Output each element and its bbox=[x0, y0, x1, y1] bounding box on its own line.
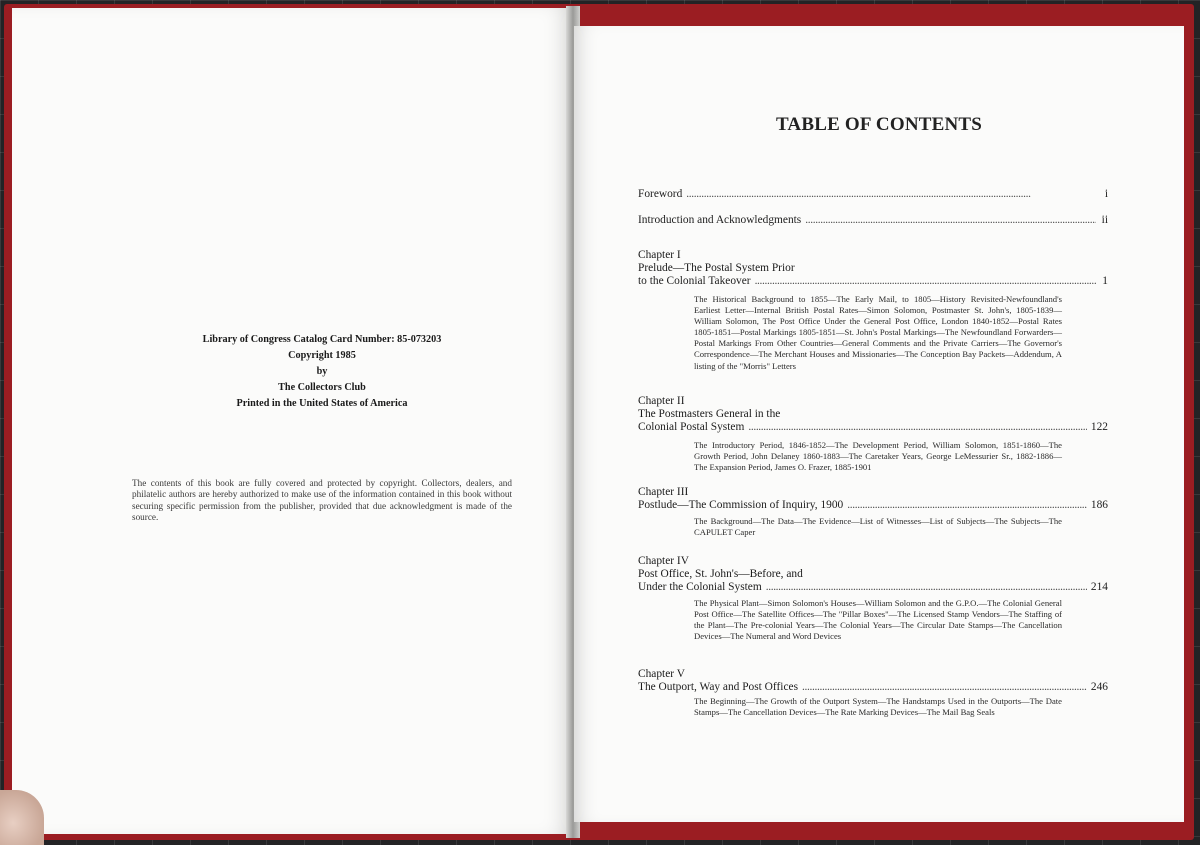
chapter-2-description: The Introductory Period, 1846-1852—The Development Period, William Solomon, 1851-1860—The Growth Period, John Delaney 1860-1883—The Caretaker Years, George LeMessurier Sr., 1882-1886—The Expansion Period, James O. Frazer, 1885-1901 bbox=[694, 440, 1062, 473]
chapter-1-number: Chapter I bbox=[638, 249, 681, 261]
dot-leader bbox=[847, 499, 1087, 512]
chapter-4-title-line: Post Office, St. John's—Before, and bbox=[638, 568, 803, 580]
dot-leader bbox=[766, 581, 1087, 594]
toc-entry-chapter-3 bbox=[638, 499, 1108, 512]
toc-entry-label: Foreword bbox=[638, 188, 683, 200]
toc-entry-chapter-4 bbox=[638, 581, 1108, 594]
copyright-notice: The contents of this book are fully covered and protected by copyright. Collectors, dealers, and philatelic authors are hereby authorized to make use of the information contained in this book without securing specific permission from the publisher, provided that due acknowledgment is made of the source. bbox=[132, 478, 512, 522]
chapter-1-description: The Historical Background to 1855—The Early Mail, to 1805—History Revisited-Newfoundland's Earliest Letter—Internal British Postal Rates—Simon Solomon, Postmaster St. John's, 1805-1839—William Solomon, The Post Office Under the General Post Office, London 1840-1852—Postal Rates 1805-1851—Postal Markings 1805-1851—St. John's Postal Markings—The Newfoundland Forwarders—Postal Markings From Other Countries—General Comments and the Private Carriers—The Governor's Correspondence—The Merchant Houses and Missionaries—The Conception Bay Packets—Addendum, A listing of the "Morris" Letters bbox=[694, 294, 1062, 371]
chapter-2-page: 122 bbox=[1090, 421, 1108, 433]
dot-leader bbox=[755, 275, 1096, 288]
catalog-card-number: Library of Congress Catalog Card Number: 85-073203 bbox=[202, 334, 442, 345]
toc-entry-chapter-5 bbox=[638, 681, 1108, 694]
chapter-4-title-line: Under the Colonial System bbox=[638, 581, 762, 593]
chapter-1-title-line: Prelude—The Postal System Prior bbox=[638, 262, 795, 274]
copyright-block bbox=[132, 332, 512, 412]
toc-entry-label: Introduction and Acknowledgments bbox=[638, 214, 802, 226]
copyright-year: Copyright 1985 bbox=[288, 350, 356, 361]
chapter-5-description: The Beginning—The Growth of the Outport System—The Handstamps Used in the Outports—The Date Stamps—The Cancellation Devices—The Rate Marking Devices—The Mail Bag Seals bbox=[694, 696, 1062, 718]
toc-entry-page: ii bbox=[1101, 214, 1108, 226]
toc-entry-introduction bbox=[638, 214, 1108, 227]
chapter-5-title-line: The Outport, Way and Post Offices bbox=[638, 681, 799, 693]
toc-entry-page: i bbox=[1104, 188, 1108, 200]
chapter-3-number: Chapter III bbox=[638, 486, 689, 498]
chapter-4-number: Chapter IV bbox=[638, 555, 689, 567]
toc-entry-chapter-2 bbox=[638, 421, 1108, 434]
chapter-3-title-line: Postlude—The Commission of Inquiry, 1900 bbox=[638, 499, 844, 511]
printed-in: Printed in the United States of America bbox=[236, 398, 408, 409]
chapter-1-title-line: to the Colonial Takeover bbox=[638, 275, 751, 287]
chapter-2-number: Chapter II bbox=[638, 395, 685, 407]
chapter-4-page: 214 bbox=[1090, 581, 1108, 593]
chapter-5-page: 246 bbox=[1090, 681, 1108, 693]
toc-entry-foreword bbox=[638, 188, 1108, 201]
chapter-2-title-line: Colonial Postal System bbox=[638, 421, 745, 433]
toc-title: TABLE OF CONTENTS bbox=[775, 114, 983, 135]
left-page bbox=[12, 8, 572, 834]
chapter-3-description: The Background—The Data—The Evidence—List of Witnesses—List of Subjects—The Subjects—The CAPULET Caper bbox=[694, 516, 1062, 538]
dot-leader bbox=[748, 421, 1087, 434]
chapter-3-page: 186 bbox=[1090, 499, 1108, 511]
chapter-2-title-line: The Postmasters General in the bbox=[638, 408, 781, 420]
toc-entry-chapter-1 bbox=[638, 275, 1108, 288]
chapter-4-description: The Physical Plant—Simon Solomon's Houses—William Solomon and the G.P.O.—The Colonial General Post Office—The Satellite Offices—The "Pillar Boxes"—The Licensed Stamp Vendors—The Staffing of the Plant—The Pre-colonial Years—The Colonial Years—The Circular Date Stamps—The Cancellation Devices—The Numeral and Word Devices bbox=[694, 598, 1062, 642]
dot-leader bbox=[802, 681, 1087, 694]
copyright-by: by bbox=[316, 366, 328, 377]
dot-leader bbox=[686, 188, 1096, 201]
right-page bbox=[574, 26, 1184, 822]
publisher-name: The Collectors Club bbox=[278, 382, 366, 393]
chapter-5-number: Chapter V bbox=[638, 668, 685, 680]
dot-leader bbox=[805, 214, 1096, 227]
chapter-1-page: 1 bbox=[1102, 275, 1108, 287]
